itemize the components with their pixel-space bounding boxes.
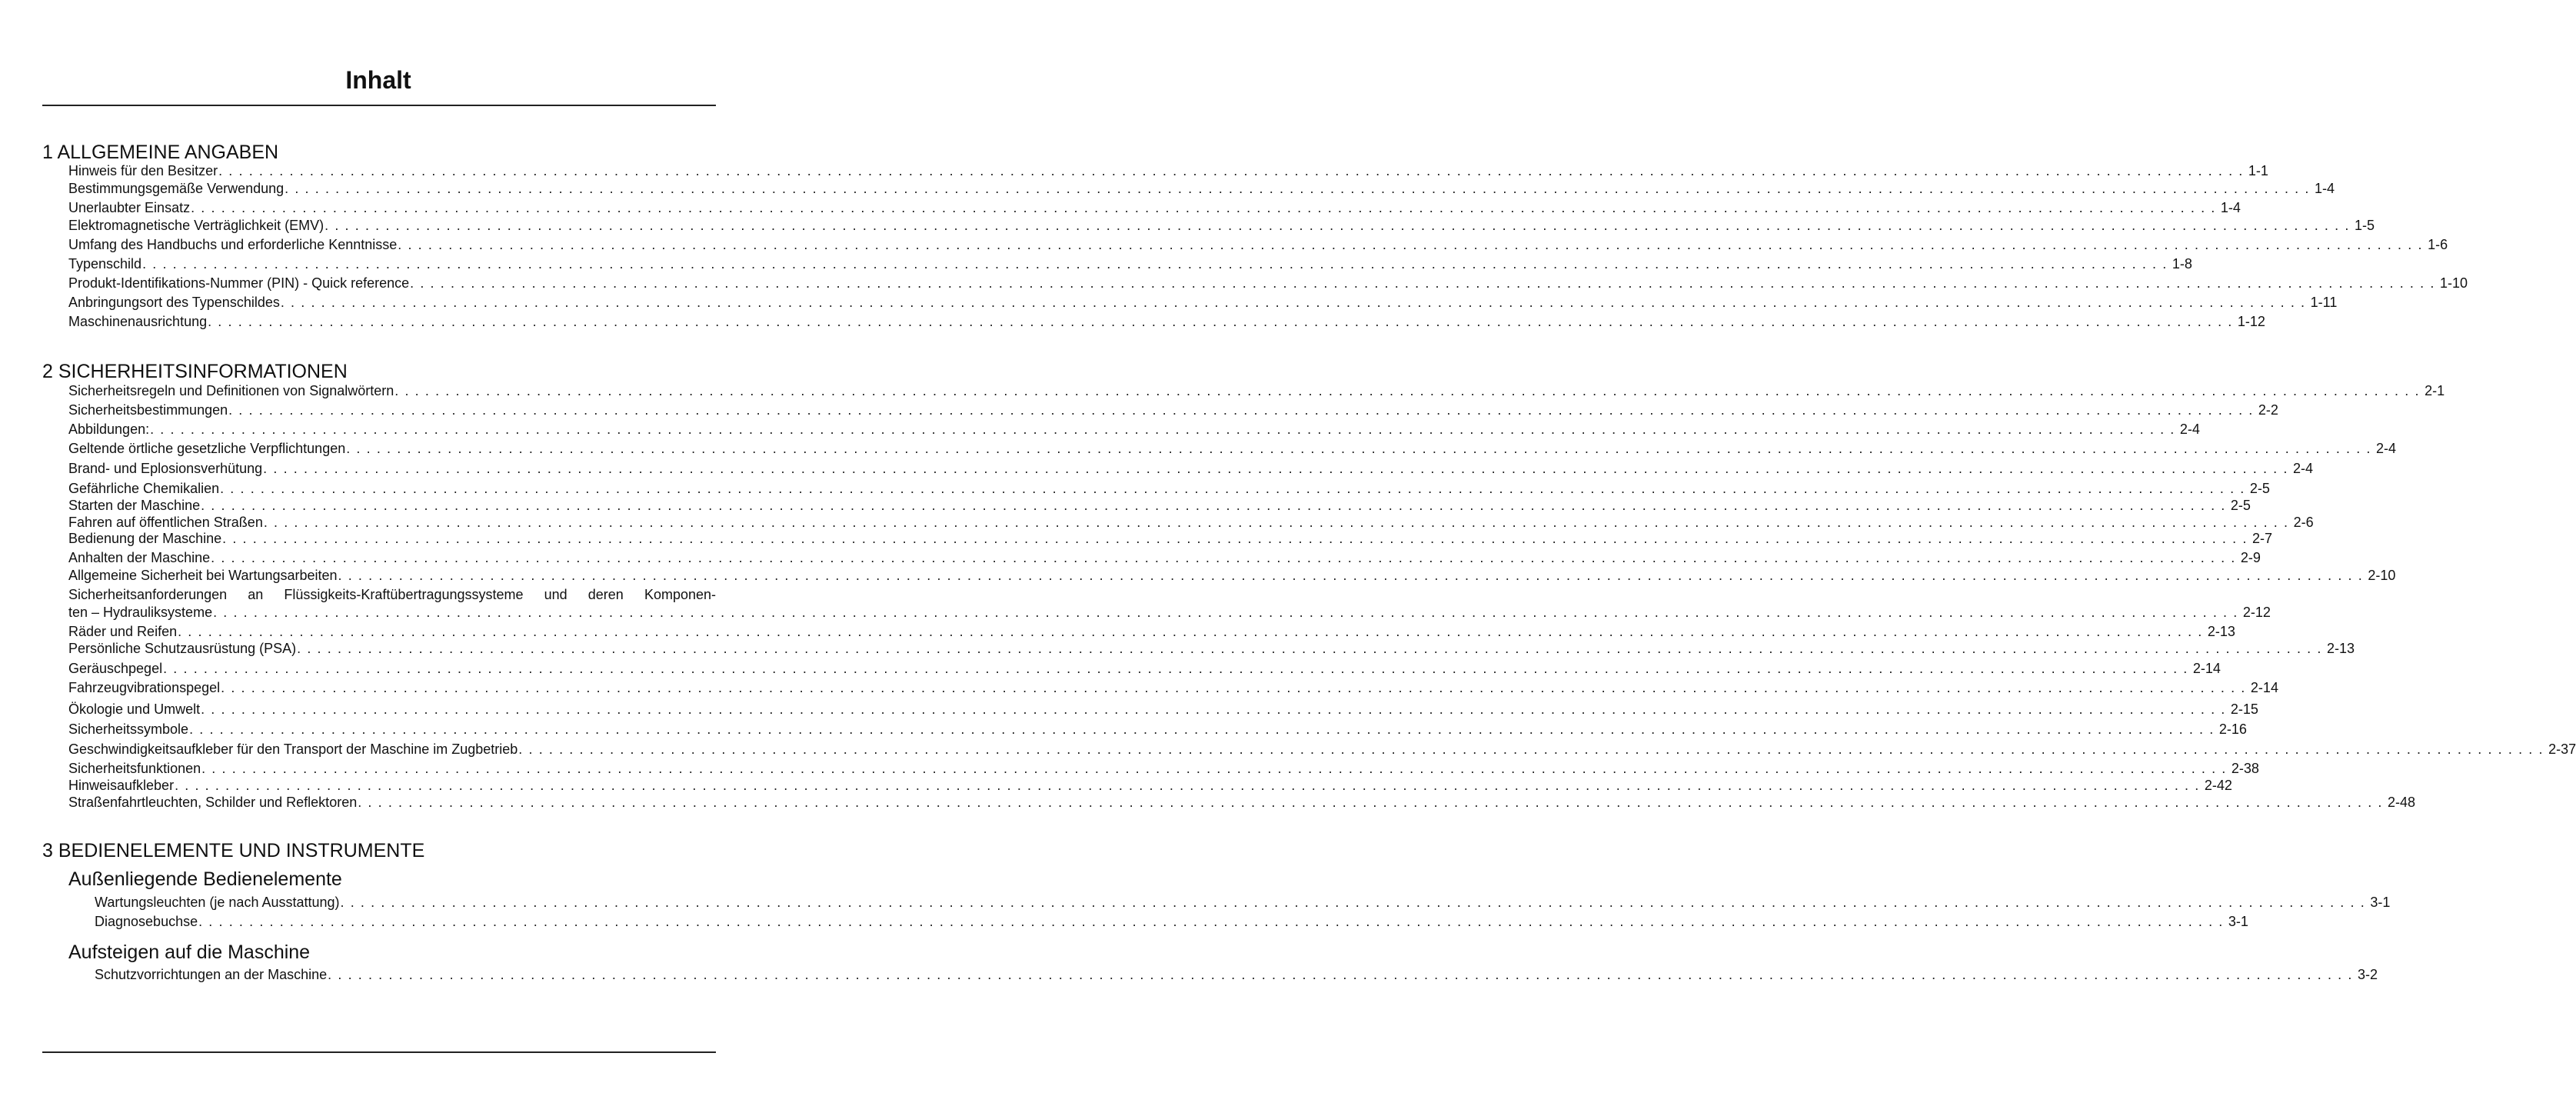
entry-title: Schutzvorrichtungen an der Maschine (95, 967, 328, 982)
page-number: 1-11 (2310, 295, 2338, 310)
word: deren (587, 587, 624, 602)
page-number: 2-15 (2230, 701, 2258, 717)
entry-title: Wartungsleuchten (je nach Ausstattung) (95, 895, 340, 910)
page-number: 2-16 (2218, 721, 2247, 737)
entry-title: Abbildungen: (68, 422, 150, 437)
entry-title: Geltende örtliche gesetzliche Verpflichtungen (68, 441, 346, 456)
page-number: 2-4 (2376, 441, 2397, 456)
toc-entry[interactable] (68, 567, 2396, 584)
entry-title: Geräuschpegel (68, 661, 163, 676)
entry-title: Allgemeine Sicherheit bei Wartungsarbeiten (68, 568, 338, 583)
top-divider (42, 105, 716, 106)
entry-title: ten – Hydrauliksysteme (68, 605, 213, 620)
toc-entry[interactable] (68, 604, 2271, 621)
page-number: 1-5 (2354, 218, 2375, 233)
dot-leader: . . . . . . . . . . . . . . . . . . . . . . . . . . . . . . . . . . . . . . . . . . . . . . . . . . . . . . . . . . . . . . . . . . . . . . . . . . . . . . . . . . . . . . . . . . . . . . . . . . . . . . . . . . . . . . . . . . . . . . . . . . . . . . . . . . . . . . . . . . . . . . . . . . . . . . . . . . . . . . . . . . . . . . . . . . . . . . . . . . . . . . . . . . . . . . . . . . . . . . . . (346, 441, 2372, 456)
toc-entry[interactable] (68, 660, 2221, 677)
toc-entry[interactable] (68, 313, 2265, 330)
entry-title: Ökologie und Umwelt (68, 701, 201, 717)
page-number: 2-10 (2368, 568, 2396, 583)
dot-leader: . . . . . . . . . . . . . . . . . . . . . . . . . . . . . . . . . . . . . . . . . . . . . . . . . . . . . . . . . . . . . . . . . . . . . . . . . . . . . . . . . . . . . . . . . . . . . . . . . . . . . . . . . . . . . . . . . . . . . . . . . . . . . . . . . . . . . . . . . . . . . . . . . . . . . . . . . . . . . . . . . . . . . . . . . . . . . . . . . . . . . . . . . . . . . . . . . . . . . . . . (297, 641, 2322, 656)
page-number: 1-4 (2314, 181, 2335, 196)
toc-entry[interactable] (68, 236, 2448, 253)
page-number: 2-6 (2293, 515, 2314, 530)
dot-leader: . . . . . . . . . . . . . . . . . . . . . . . . . . . . . . . . . . . . . . . . . . . . . . . . . . . . . . . . . . . . . . . . . . . . . . . . . . . . . . . . . . . . . . . . . . . . . . . . . . . . . . . . . . . . . . . . . . . . . . . . . . . . . . . . . . . . . . . . . . . . . . . . . . . . . . . . . . . . . . . . . . . . . . . . . . . . . . . . . . . . . . . . . . . . . . . . . . . . . . . . (218, 163, 2244, 178)
bottom-divider (42, 1051, 716, 1053)
toc-entry[interactable] (68, 760, 2259, 777)
dot-leader: . . . . . . . . . . . . . . . . . . . . . . . . . . . . . . . . . . . . . . . . . . . . . . . . . . . . . . . . . . . . . . . . . . . . . . . . . . . . . . . . . . . . . . . . . . . . . . . . . . . . . . . . . . . . . . . . . . . . . . . . . . . . . . . . . . . . . . . . . . . . . . . . . . . . . . . . . . . . . . . . . . . . . . . . . . . . . . . . . . . . . . . . . . . . . . . . . . . . . . . . (191, 200, 2216, 215)
subsection-heading: Außenliegende Bedienelemente (68, 868, 342, 890)
entry-title: Straßenfahrtleuchten, Schilder und Reflektoren (68, 795, 358, 810)
page-number: 2-12 (2242, 605, 2271, 620)
dot-leader: . . . . . . . . . . . . . . . . . . . . . . . . . . . . . . . . . . . . . . . . . . . . . . . . . . . . . . . . . . . . . . . . . . . . . . . . . . . . . . . . . . . . . . . . . . . . . . . . . . . . . . . . . . . . . . . . . . . . . . . . . . . . . . . . . . . . . . . . . . . . . . . . . . . . . . . . . . . . . . . . . . . . . . . . . . . . . . . . . . . . . . . . . . . . . . . . . . . . . . . . (163, 661, 2188, 676)
page-number: 2-4 (2292, 461, 2313, 476)
page-number: 2-9 (2240, 550, 2261, 565)
entry-title: Sicherheitsbestimmungen (68, 402, 228, 418)
entry-title: Gefährliche Chemikalien (68, 481, 220, 496)
toc-entry[interactable] (68, 275, 2468, 292)
entry-title: Starten der Maschine (68, 498, 201, 513)
dot-leader: . . . . . . . . . . . . . . . . . . . . . . . . . . . . . . . . . . . . . . . . . . . . . . . . . . . . . . . . . . . . . . . . . . . . . . . . . . . . . . . . . . . . . . . . . . . . . . . . . . . . . . . . . . . . . . . . . . . . . . . . . . . . . . . . . . . . . . . . . . . . . . . . . . . . . . . . . . . . . . . . . . . . . . . . . . . . . . . . . . . . . . . . . . . . . . . . . . . . . . . . (178, 624, 2203, 639)
dot-leader: . . . . . . . . . . . . . . . . . . . . . . . . . . . . . . . . . . . . . . . . . . . . . . . . . . . . . . . . . . . . . . . . . . . . . . . . . . . . . . . . . . . . . . . . . . . . . . . . . . . . . . . . . . . . . . . . . . . . . . . . . . . . . . . . . . . . . . . . . . . . . . . . . . . . . . . . . . . . . . . . . . . . . . . . . . . . . . . . . . . . . . . . . . . . . . . . . . . . . . . . (228, 402, 2254, 418)
entry-title: Sicherheitsregeln und Definitionen von Signalwörtern (68, 383, 394, 398)
page-number: 2-37 (2548, 741, 2576, 757)
page-number: 2-13 (2207, 624, 2235, 639)
entry-title: Brand- und Eplosionsverhütung (68, 461, 263, 476)
toc-entry[interactable] (68, 382, 2445, 399)
page-number: 1-12 (2237, 314, 2265, 329)
dot-leader: . . . . . . . . . . . . . . . . . . . . . . . . . . . . . . . . . . . . . . . . . . . . . . . . . . . . . . . . . . . . . . . . . . . . . . . . . . . . . . . . . . . . . . . . . . . . . . . . . . . . . . . . . . . . . . . . . . . . . . . . . . . . . . . . . . . . . . . . . . . . . . . . . . . . . . . . . . . . . . . . . . . . . . . . . . . . . . . . . . . . . . . . . . . . . . . . . . . . . . . . (328, 967, 2353, 982)
section-heading: 3 BEDIENELEMENTE UND INSTRUMENTE (42, 840, 425, 861)
toc-entry[interactable] (68, 440, 2397, 457)
toc-entry[interactable] (68, 294, 2338, 311)
dot-leader: . . . . . . . . . . . . . . . . . . . . . . . . . . . . . . . . . . . . . . . . . . . . . . . . . . . . . . . . . . . . . . . . . . . . . . . . . . . . . . . . . . . . . . . . . . . . . . . . . . . . . . . . . . . . . . . . . . . . . . . . . . . . . . . . . . . . . . . . . . . . . . . . . . . . . . . . . . . . . . . . . . . . . . . . . . . . . . . . . . . . . . . . . . . . . . . . . . . . . . . . (198, 914, 2224, 929)
toc-entry[interactable] (68, 721, 2247, 738)
toc-entry[interactable] (68, 701, 2258, 718)
entry-title: Geschwindigkeitsaufkleber für den Transport der Maschine im Zugbetrieb (68, 741, 518, 757)
toc-entry[interactable] (68, 514, 2314, 531)
toc-entry[interactable] (68, 421, 2200, 438)
entry-title: Sicherheitssymbole (68, 721, 189, 737)
dot-leader: . . . . . . . . . . . . . . . . . . . . . . . . . . . . . . . . . . . . . . . . . . . . . . . . . . . . . . . . . . . . . . . . . . . . . . . . . . . . . . . . . . . . . . . . . . . . . . . . . . . . . . . . . . . . . . . . . . . . . . . . . . . . . . . . . . . . . . . . . . . . . . . . . . . . . . . . . . . . . . . . . . . . . . . . . . . . . . . . . . . . . . . . . . . . . . . . . . . . . . . . (410, 275, 2435, 291)
entry-title: Produkt-Identifikations-Nummer (PIN) - Quick reference (68, 275, 410, 291)
entry-title: Fahrzeugvibrationspegel (68, 680, 221, 695)
entry-title: Diagnosebuchse (95, 914, 198, 929)
word: und (544, 587, 567, 602)
dot-leader: . . . . . . . . . . . . . . . . . . . . . . . . . . . . . . . . . . . . . . . . . . . . . . . . . . . . . . . . . . . . . . . . . . . . . . . . . . . . . . . . . . . . . . . . . . . . . . . . . . . . . . . . . . . . . . . . . . . . . . . . . . . . . . . . . . . . . . . . . . . . . . . . . . . . . . . . . . . . . . . . . . . . . . . . . . . . . . . . . . . . . . . . . . . . . . . . . . . . . . . . (142, 256, 2168, 272)
page-title: Inhalt (345, 66, 411, 94)
word: Flüssigkeits-Kraftübertragungssysteme (284, 587, 524, 602)
toc-entry[interactable] (68, 777, 2232, 794)
toc-entry[interactable] (95, 913, 2248, 930)
toc-entry[interactable] (68, 217, 2375, 234)
page-number: 1-1 (2248, 163, 2268, 178)
toc-entry[interactable] (95, 966, 2378, 983)
page-number: 2-5 (2249, 481, 2270, 496)
entry-title: Persönliche Schutzausrüstung (PSA) (68, 641, 297, 656)
entry-title: Typenschild (68, 256, 142, 272)
dot-leader: . . . . . . . . . . . . . . . . . . . . . . . . . . . . . . . . . . . . . . . . . . . . . . . . . . . . . . . . . . . . . . . . . . . . . . . . . . . . . . . . . . . . . . . . . . . . . . . . . . . . . . . . . . . . . . . . . . . . . . . . . . . . . . . . . . . . . . . . . . . . . . . . . . . . . . . . . . . . . . . . . . . . . . . . . . . . . . . . . . . . . . . . . . . . . . . . . . . . . . . . (208, 314, 2233, 329)
toc-entry[interactable] (68, 497, 2251, 514)
entry-title: Unerlaubter Einsatz (68, 200, 191, 215)
dot-leader: . . . . . . . . . . . . . . . . . . . . . . . . . . . . . . . . . . . . . . . . . . . . . . . . . . . . . . . . . . . . . . . . . . . . . . . . . . . . . . . . . . . . . . . . . . . . . . . . . . . . . . . . . . . . . . . . . . . . . . . . . . . . . . . . . . . . . . . . . . . . . . . . . . . . . . . . . . . . . . . . . . . . . . . . . . . . . . . . . . . . . . . . . . . . . . . . . . . . . . . . (189, 721, 2215, 737)
page-number: 3-1 (2370, 895, 2391, 910)
toc-entry[interactable] (68, 794, 2416, 811)
toc-entry[interactable] (68, 530, 2272, 547)
toc-entry[interactable] (68, 402, 2278, 418)
dot-leader: . . . . . . . . . . . . . . . . . . . . . . . . . . . . . . . . . . . . . . . . . . . . . . . . . . . . . . . . . . . . . . . . . . . . . . . . . . . . . . . . . . . . . . . . . . . . . . . . . . . . . . . . . . . . . . . . . . . . . . . . . . . . . . . . . . . . . . . . . . . . . . . . . . . . . . . . . . . . . . . . . . . . . . . . . . . . . . . . . . . . . . . . . . . . . . . . . . . . . . . . (263, 461, 2288, 476)
page-number: 2-7 (2252, 531, 2272, 546)
page-number: 2-13 (2326, 641, 2355, 656)
entry-title: Elektromagnetische Verträglichkeit (EMV) (68, 218, 324, 233)
page-number: 3-2 (2357, 967, 2378, 982)
section-heading: 2 SICHERHEITSINFORMATIONEN (42, 361, 348, 382)
toc-entry[interactable] (68, 741, 2576, 758)
entry-title: Hinweis für den Besitzer (68, 163, 218, 178)
word: Komponen- (644, 587, 716, 602)
page-number: 2-5 (2230, 498, 2251, 513)
page-number: 1-8 (2172, 256, 2192, 272)
dot-leader: . . . . . . . . . . . . . . . . . . . . . . . . . . . . . . . . . . . . . . . . . . . . . . . . . . . . . . . . . . . . . . . . . . . . . . . . . . . . . . . . . . . . . . . . . . . . . . . . . . . . . . . . . . . . . . . . . . . . . . . . . . . . . . . . . . . . . . . . . . . . . . . . . . . . . . . . . . . . . . . . . . . . . . . . . . . . . . . . . . . . . . . . . . . . . . . . . . . . . . . . (338, 568, 2364, 583)
entry-title: Anbringungsort des Typenschildes (68, 295, 280, 310)
dot-leader: . . . . . . . . . . . . . . . . . . . . . . . . . . . . . . . . . . . . . . . . . . . . . . . . . . . . . . . . . . . . . . . . . . . . . . . . . . . . . . . . . . . . . . . . . . . . . . . . . . . . . . . . . . . . . . . . . . . . . . . . . . . . . . . . . . . . . . . . . . . . . . . . . . . . . . . . . . . . . . . . . . . . . . . . . . . . . . . . . . . . . . . . . . . . . . . . . . . . . . . . (263, 515, 2289, 530)
page-number: 1-4 (2220, 200, 2241, 215)
entry-title: Umfang des Handbuchs und erforderliche Kenntnisse (68, 237, 398, 252)
entry-title: Sicherheitsfunktionen (68, 761, 201, 776)
entry-title: Maschinenausrichtung (68, 314, 208, 329)
page-number: 1-6 (2428, 237, 2448, 252)
dot-leader: . . . . . . . . . . . . . . . . . . . . . . . . . . . . . . . . . . . . . . . . . . . . . . . . . . . . . . . . . . . . . . . . . . . . . . . . . . . . . . . . . . . . . . . . . . . . . . . . . . . . . . . . . . . . . . . . . . . . . . . . . . . . . . . . . . . . . . . . . . . . . . . . . . . . . . . . . . . . . . . . . . . . . . . . . . . . . . . . . . . . . . . . . . . . . . . . . . . . . . . . (201, 761, 2227, 776)
dot-leader: . . . . . . . . . . . . . . . . . . . . . . . . . . . . . . . . . . . . . . . . . . . . . . . . . . . . . . . . . . . . . . . . . . . . . . . . . . . . . . . . . . . . . . . . . . . . . . . . . . . . . . . . . . . . . . . . . . . . . . . . . . . . . . . . . . . . . . . . . . . . . . . . . . . . . . . . . . . . . . . . . . . . . . . . . . . . . . . . . . . . . . . . . . . . . . . . . . . . . . . . (358, 795, 2384, 810)
page-number: 2-1 (2425, 383, 2445, 398)
entry-title: Fahren auf öffentlichen Straßen (68, 515, 263, 530)
page-number: 2-2 (2258, 402, 2278, 418)
entry-title: Bestimmungsgemäße Verwendung (68, 181, 285, 196)
word: Sicherheitsanforderungen (68, 587, 228, 602)
dot-leader: . . . . . . . . . . . . . . . . . . . . . . . . . . . . . . . . . . . . . . . . . . . . . . . . . . . . . . . . . . . . . . . . . . . . . . . . . . . . . . . . . . . . . . . . . . . . . . . . . . . . . . . . . . . . . . . . . . . . . . . . . . . . . . . . . . . . . . . . . . . . . . . . . . . . . . . . . . . . . . . . . . . . . . . . . . . . . . . . . . . . . . . . . . . . . . . . . . . . . . . . (398, 237, 2424, 252)
entry-title: Hinweisaufkleber (68, 778, 175, 793)
toc-entry[interactable] (68, 640, 2355, 657)
toc-entry[interactable] (68, 480, 2270, 497)
dot-leader: . . . . . . . . . . . . . . . . . . . . . . . . . . . . . . . . . . . . . . . . . . . . . . . . . . . . . . . . . . . . . . . . . . . . . . . . . . . . . . . . . . . . . . . . . . . . . . . . . . . . . . . . . . . . . . . . . . . . . . . . . . . . . . . . . . . . . . . . . . . . . . . . . . . . . . . . . . . . . . . . . . . . . . . . . . . . . . . . . . . . . . . . . . . . . . . . . . . . . . . . (221, 680, 2246, 695)
entry-title: Anhalten der Maschine (68, 550, 211, 565)
toc-entry[interactable] (68, 199, 2241, 216)
page-number: 2-38 (2231, 761, 2259, 776)
dot-leader: . . . . . . . . . . . . . . . . . . . . . . . . . . . . . . . . . . . . . . . . . . . . . . . . . . . . . . . . . . . . . . . . . . . . . . . . . . . . . . . . . . . . . . . . . . . . . . . . . . . . . . . . . . . . . . . . . . . . . . . . . . . . . . . . . . . . . . . . . . . . . . . . . . . . . . . . . . . . . . . . . . . . . . . . . . . . . . . . . . . . . . . . . . . . . . . . . . . . . . . . (201, 498, 2226, 513)
toc-entry[interactable] (68, 623, 2235, 640)
dot-leader: . . . . . . . . . . . . . . . . . . . . . . . . . . . . . . . . . . . . . . . . . . . . . . . . . . . . . . . . . . . . . . . . . . . . . . . . . . . . . . . . . . . . . . . . . . . . . . . . . . . . . . . . . . . . . . . . . . . . . . . . . . . . . . . . . . . . . . . . . . . . . . . . . . . . . . . . . . . . . . . . . . . . . . . . . . . . . . . . . . . . . . . . . . . . . . . . . . . . . . . . (220, 481, 2245, 496)
page-number: 2-4 (2179, 422, 2200, 437)
toc-entry[interactable] (68, 679, 2278, 696)
section-heading: 1 ALLGEMEINE ANGABEN (42, 142, 279, 163)
dot-leader: . . . . . . . . . . . . . . . . . . . . . . . . . . . . . . . . . . . . . . . . . . . . . . . . . . . . . . . . . . . . . . . . . . . . . . . . . . . . . . . . . . . . . . . . . . . . . . . . . . . . . . . . . . . . . . . . . . . . . . . . . . . . . . . . . . . . . . . . . . . . . . . . . . . . . . . . . . . . . . . . . . . . . . . . . . . . . . . . . . . . . . . . . . . . . . . . . . . . . . . . (150, 422, 2175, 437)
toc-entry[interactable] (68, 549, 2261, 566)
dot-leader: . . . . . . . . . . . . . . . . . . . . . . . . . . . . . . . . . . . . . . . . . . . . . . . . . . . . . . . . . . . . . . . . . . . . . . . . . . . . . . . . . . . . . . . . . . . . . . . . . . . . . . . . . . . . . . . . . . . . . . . . . . . . . . . . . . . . . . . . . . . . . . . . . . . . . . . . . . . . . . . . . . . . . . . . . . . . . . . . . . . . . . . . . . . . . . . . . . . . . . . . (280, 295, 2306, 310)
page-number: 2-48 (2388, 795, 2416, 810)
dot-leader: . . . . . . . . . . . . . . . . . . . . . . . . . . . . . . . . . . . . . . . . . . . . . . . . . . . . . . . . . . . . . . . . . . . . . . . . . . . . . . . . . . . . . . . . . . . . . . . . . . . . . . . . . . . . . . . . . . . . . . . . . . . . . . . . . . . . . . . . . . . . . . . . . . . . . . . . . . . . . . . . . . . . . . . . . . . . . . . . . . . . . . . . . . . . . . . . . . . . . . . . (201, 701, 2226, 717)
toc-entry[interactable] (68, 162, 2268, 179)
page-number: 1-10 (2439, 275, 2468, 291)
page-number: 2-42 (2204, 778, 2232, 793)
dot-leader: . . . . . . . . . . . . . . . . . . . . . . . . . . . . . . . . . . . . . . . . . . . . . . . . . . . . . . . . . . . . . . . . . . . . . . . . . . . . . . . . . . . . . . . . . . . . . . . . . . . . . . . . . . . . . . . . . . . . . . . . . . . . . . . . . . . . . . . . . . . . . . . . . . . . . . . . . . . . . . . . . . . . . . . . . . . . . . . . . . . . . . . . . . . . . . . . . . . . . . . . (175, 778, 2200, 793)
dot-leader: . . . . . . . . . . . . . . . . . . . . . . . . . . . . . . . . . . . . . . . . . . . . . . . . . . . . . . . . . . . . . . . . . . . . . . . . . . . . . . . . . . . . . . . . . . . . . . . . . . . . . . . . . . . . . . . . . . . . . . . . . . . . . . . . . . . . . . . . . . . . . . . . . . . . . . . . . . . . . . . . . . . . . . . . . . . . . . . . . . . . . . . . . . . . . . . . . . . . . . . . (285, 181, 2310, 196)
entry-title: Bedienung der Maschine (68, 531, 222, 546)
page-number: 2-14 (2192, 661, 2221, 676)
page-number: 3-1 (2228, 914, 2248, 929)
page-number: 2-14 (2250, 680, 2278, 695)
toc-entry[interactable] (68, 460, 2313, 477)
entry-title-line1 (68, 586, 716, 603)
toc-entry[interactable] (68, 180, 2335, 197)
dot-leader: . . . . . . . . . . . . . . . . . . . . . . . . . . . . . . . . . . . . . . . . . . . . . . . . . . . . . . . . . . . . . . . . . . . . . . . . . . . . . . . . . . . . . . . . . . . . . . . . . . . . . . . . . . . . . . . . . . . . . . . . . . . . . . . . . . . . . . . . . . . . . . . . . . . . . . . . . . . . . . . . . . . . . . . . . . . . . . . . . . . . . . . . . . . . . . . . . . . . . . . . (340, 895, 2366, 910)
dot-leader: . . . . . . . . . . . . . . . . . . . . . . . . . . . . . . . . . . . . . . . . . . . . . . . . . . . . . . . . . . . . . . . . . . . . . . . . . . . . . . . . . . . . . . . . . . . . . . . . . . . . . . . . . . . . . . . . . . . . . . . . . . . . . . . . . . . . . . . . . . . . . . . . . . . . . . . . . . . . . . . . . . . . . . . . . . . . . . . . . . . . . . . . . . . . . . . . . . . . . . . . (394, 383, 2421, 398)
subsection-heading: Aufsteigen auf die Maschine (68, 941, 311, 963)
dot-leader: . . . . . . . . . . . . . . . . . . . . . . . . . . . . . . . . . . . . . . . . . . . . . . . . . . . . . . . . . . . . . . . . . . . . . . . . . . . . . . . . . . . . . . . . . . . . . . . . . . . . . . . . . . . . . . . . . . . . . . . . . . . . . . . . . . . . . . . . . . . . . . . . . . . . . . . . . . . . . . . . . . . . . . . . . . . . . . . . . . . . . . . . . . . . . . . . . . . . . . . . (211, 550, 2236, 565)
word: an (248, 587, 264, 602)
dot-leader: . . . . . . . . . . . . . . . . . . . . . . . . . . . . . . . . . . . . . . . . . . . . . . . . . . . . . . . . . . . . . . . . . . . . . . . . . . . . . . . . . . . . . . . . . . . . . . . . . . . . . . . . . . . . . . . . . . . . . . . . . . . . . . . . . . . . . . . . . . . . . . . . . . . . . . . . . . . . . . . . . . . . . . . . . . . . . . . . . . . . . . . . . . . . . . . . . . . . . . . . (222, 531, 2248, 546)
dot-leader: . . . . . . . . . . . . . . . . . . . . . . . . . . . . . . . . . . . . . . . . . . . . . . . . . . . . . . . . . . . . . . . . . . . . . . . . . . . . . . . . . . . . . . . . . . . . . . . . . . . . . . . . . . . . . . . . . . . . . . . . . . . . . . . . . . . . . . . . . . . . . . . . . . . . . . . . . . . . . . . . . . . . . . . . . . . . . . . . . . . . . . . . . . . . . . . . . . . . . . . . (324, 218, 2350, 233)
entry-title: Räder und Reifen (68, 624, 178, 639)
dot-leader: . . . . . . . . . . . . . . . . . . . . . . . . . . . . . . . . . . . . . . . . . . . . . . . . . . . . . . . . . . . . . . . . . . . . . . . . . . . . . . . . . . . . . . . . . . . . . . . . . . . . . . . . . . . . . . . . . . . . . . . . . . . . . . . . . . . . . . . . . . . . . . . . . . . . . . . . . . . . . . . . . . . . . . . . . . . . . . . . . . . . . . . . . . . . . . . . . . . . . . . . (213, 605, 2238, 620)
dot-leader: . . . . . . . . . . . . . . . . . . . . . . . . . . . . . . . . . . . . . . . . . . . . . . . . . . . . . . . . . . . . . . . . . . . . . . . . . . . . . . . . . . . . . . . . . . . . . . . . . . . . . . . . . . . . . . . . . . . . . . . . . . . . . . . . . . . . . . . . . . . . . . . . . . . . . . . . . . . . . . . . . . . . . . . . . . . . . . . . . . . . . . . . . . . . . . . . . . . . . . . . (518, 741, 2544, 757)
toc-entry[interactable] (68, 255, 2192, 272)
toc-entry[interactable] (95, 894, 2391, 911)
